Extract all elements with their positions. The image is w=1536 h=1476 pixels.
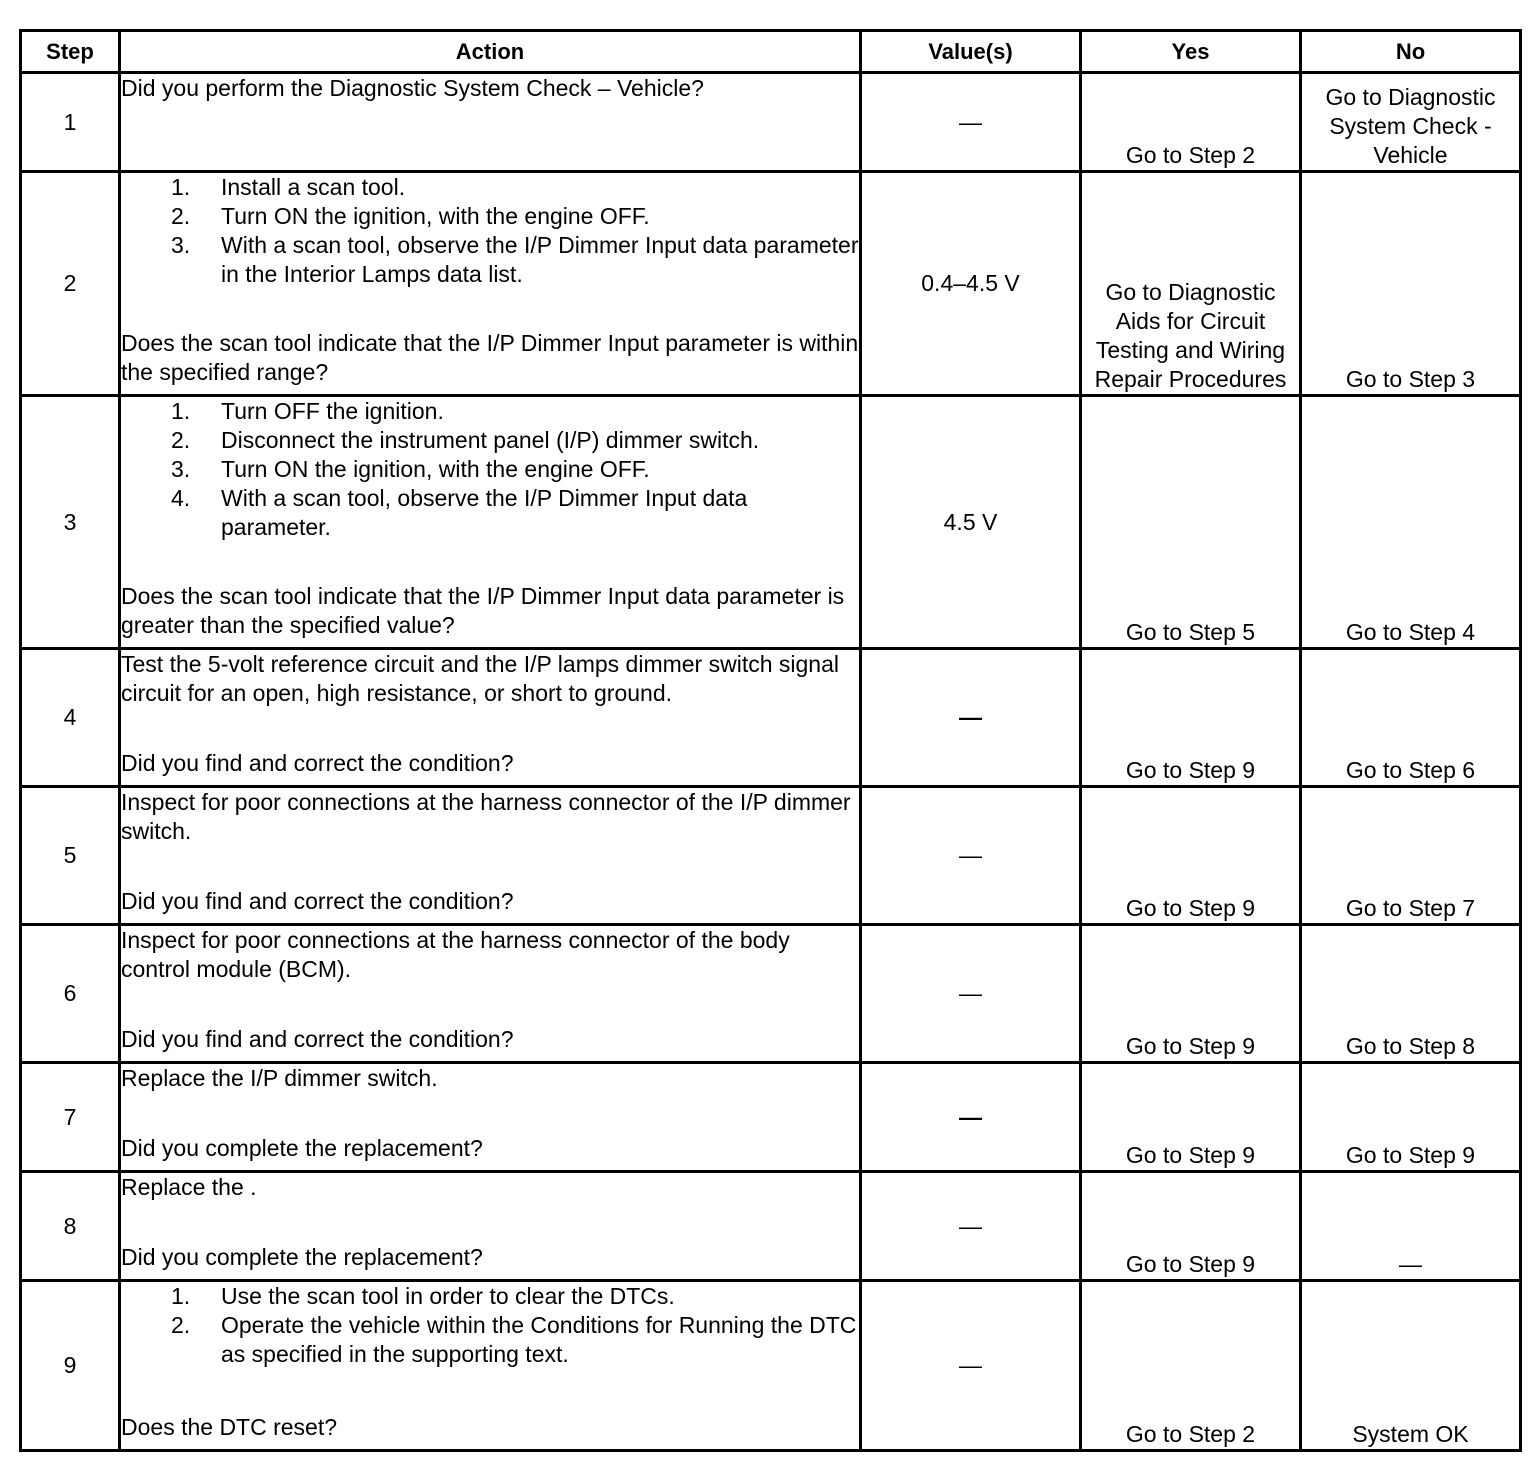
yes-cell: Go to Diagnostic Aids for Circuit Testing and Wiring Repair Procedures (1081, 172, 1301, 396)
no-cell: Go to Step 7 (1301, 787, 1521, 925)
step-number: 4 (21, 649, 120, 787)
yes-cell: Go to Step 9 (1081, 649, 1301, 787)
value-cell: — (861, 649, 1081, 787)
step-number: 7 (21, 1063, 120, 1172)
action-substeps (121, 397, 859, 542)
action-question: Does the scan tool indicate that the I/P Dimmer Input data parameter is greater than the specified value? (121, 583, 845, 638)
list-item: 3. Turn ON the ignition, with the engine OFF. (121, 455, 859, 484)
value-cell: — (861, 925, 1081, 1063)
header-step: Step (21, 31, 120, 73)
action-question: Did you complete the replacement? (121, 1244, 483, 1270)
substep-text: Disconnect the instrument panel (I/P) dimmer switch. (221, 427, 760, 453)
action-cell (120, 1172, 861, 1281)
header-row (21, 31, 1521, 73)
action-cell (120, 1281, 861, 1451)
yes-cell: Go to Step 2 (1081, 1281, 1301, 1451)
no-cell: Go to Step 8 (1301, 925, 1521, 1063)
substep-text: With a scan tool, observe the I/P Dimmer Input data parameter in the Interior Lamps data list. (221, 232, 859, 287)
no-cell: Go to Step 9 (1301, 1063, 1521, 1172)
substep-text: Install a scan tool. (221, 174, 406, 200)
substep-text: Use the scan tool in order to clear the DTCs. (221, 1283, 675, 1309)
table-row (21, 1172, 1521, 1281)
value-cell: — (861, 787, 1081, 925)
table-row (21, 787, 1521, 925)
action-question: Does the scan tool indicate that the I/P Dimmer Input parameter is within the specified range? (121, 330, 859, 385)
table-row (21, 73, 1521, 172)
yes-cell: Go to Step 2 (1081, 73, 1301, 172)
header-yes: Yes (1081, 31, 1301, 73)
action-text: Replace the I/P dimmer switch. (121, 1065, 438, 1091)
value-cell: — (861, 1063, 1081, 1172)
action-cell (120, 172, 861, 396)
no-cell: Go to Step 4 (1301, 396, 1521, 649)
action-substeps (121, 1282, 859, 1369)
yes-cell: Go to Step 9 (1081, 925, 1301, 1063)
action-question: Did you find and correct the condition? (121, 1026, 514, 1052)
value-cell: — (861, 1281, 1081, 1451)
action-cell (120, 73, 861, 172)
action-text: Replace the . (121, 1174, 257, 1200)
list-item: 1. Turn OFF the ignition. (121, 397, 859, 426)
list-item: 1. Use the scan tool in order to clear the DTCs. (121, 1282, 859, 1311)
action-text: Inspect for poor connections at the harness connector of the I/P dimmer switch. (121, 789, 851, 844)
list-item: 4. With a scan tool, observe the I/P Dimmer Input data parameter. (121, 484, 859, 542)
action-text: Test the 5-volt reference circuit and the I/P lamps dimmer switch signal circuit for an open, high resistance, or short to ground. (121, 651, 839, 706)
action-cell (120, 787, 861, 925)
value-cell: — (861, 1172, 1081, 1281)
action-question: Did you find and correct the condition? (121, 888, 514, 914)
substep-text: Turn ON the ignition, with the engine OFF. (221, 203, 650, 229)
no-cell: System OK (1301, 1281, 1521, 1451)
yes-cell: Go to Step 9 (1081, 787, 1301, 925)
value-cell: — (861, 73, 1081, 172)
table-row (21, 1063, 1521, 1172)
table-row (21, 649, 1521, 787)
action-cell (120, 396, 861, 649)
action-cell (120, 1063, 861, 1172)
action-text: Did you perform the Diagnostic System Check – Vehicle? (121, 75, 704, 101)
no-cell: Go to Diagnostic System Check - Vehicle (1301, 73, 1521, 172)
list-item: 3. With a scan tool, observe the I/P Dimmer Input data parameter in the Interior Lamps data list. (171, 232, 859, 287)
yes-cell: Go to Step 5 (1081, 396, 1301, 649)
step-number: 8 (21, 1172, 120, 1281)
header-no: No (1301, 31, 1521, 73)
substep-text: Turn OFF the ignition. (221, 398, 444, 424)
value-cell: 0.4–4.5 V (861, 172, 1081, 396)
list-item: 2. Turn ON the ignition, with the engine OFF. (121, 202, 859, 231)
step-number: 9 (21, 1281, 120, 1451)
value-cell: 4.5 V (861, 396, 1081, 649)
list-item: 1. Install a scan tool. (121, 173, 859, 202)
header-values: Value(s) (861, 31, 1081, 73)
no-cell: Go to Step 3 (1301, 172, 1521, 396)
header-action: Action (120, 31, 861, 73)
step-number: 6 (21, 925, 120, 1063)
action-cell (120, 649, 861, 787)
substep-text: With a scan tool, observe the I/P Dimmer Input data parameter. (221, 485, 748, 540)
action-question: Did you find and correct the condition? (121, 750, 514, 776)
substep-text: Operate the vehicle within the Conditions for Running the DTC as specified in the supporting text. (221, 1312, 857, 1367)
step-number: 3 (21, 396, 120, 649)
action-substeps (121, 173, 859, 289)
table-row (21, 172, 1521, 396)
step-number: 5 (21, 787, 120, 925)
yes-cell: Go to Step 9 (1081, 1172, 1301, 1281)
action-question: Did you complete the replacement? (121, 1135, 483, 1161)
yes-cell: Go to Step 9 (1081, 1063, 1301, 1172)
step-number: 2 (21, 172, 120, 396)
diagnostic-table (19, 29, 1522, 1452)
table-row (21, 1281, 1521, 1451)
table-row (21, 396, 1521, 649)
action-cell (120, 925, 861, 1063)
action-text: Inspect for poor connections at the harness connector of the body control module (BCM). (121, 927, 790, 982)
list-item: 2. Disconnect the instrument panel (I/P) dimmer switch. (121, 426, 859, 455)
no-cell: Go to Step 6 (1301, 649, 1521, 787)
step-number: 1 (21, 73, 120, 172)
substep-text: Turn ON the ignition, with the engine OFF. (221, 456, 650, 482)
action-question: Does the DTC reset? (121, 1414, 338, 1440)
list-item: 2. Operate the vehicle within the Conditions for Running the DTC as specified in the supporting text. (121, 1311, 859, 1369)
table-row (21, 925, 1521, 1063)
no-cell: — (1301, 1172, 1521, 1281)
